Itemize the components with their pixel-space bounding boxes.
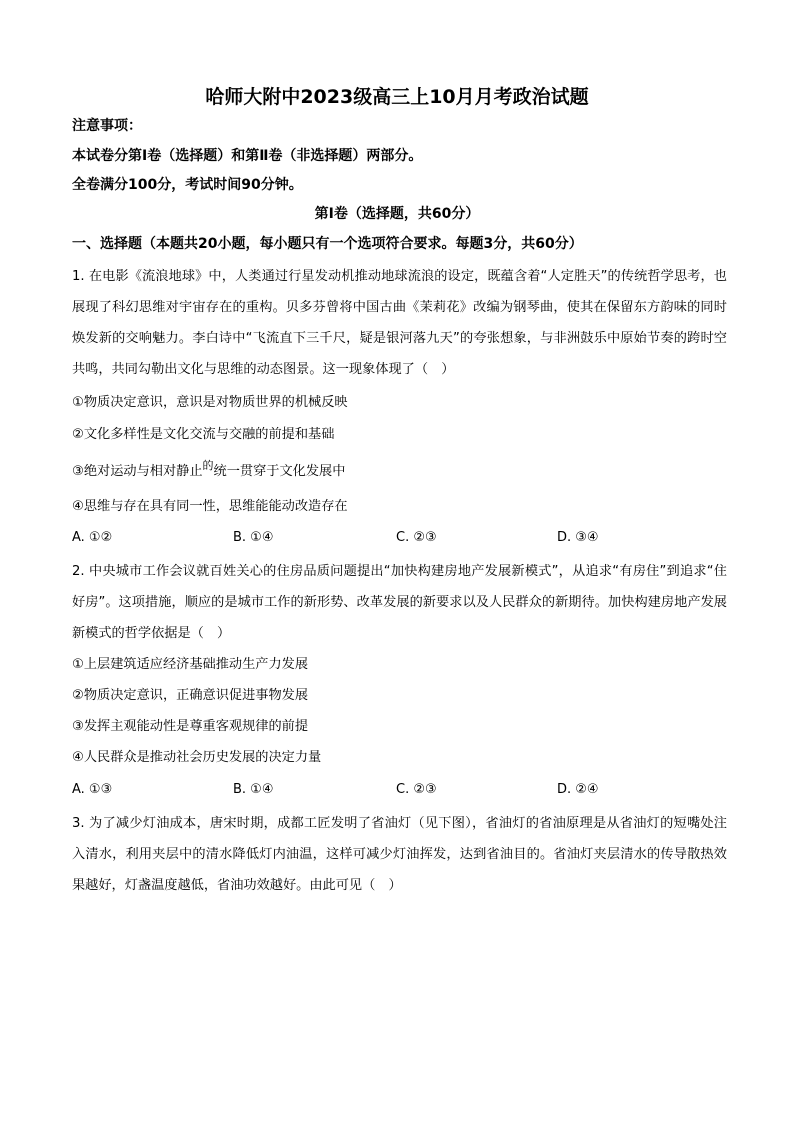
statement-3-part-a: ③绝对运动与相对静止	[72, 464, 203, 479]
notice-line-1: 本试卷分第Ⅰ卷（选择题）和第Ⅱ卷（非选择题）两部分。	[72, 148, 423, 164]
question-1-statement-2: ②文化多样性是文化交流与交融的前提和基础	[72, 427, 335, 442]
question-2-statement-3: ③发挥主观能动性是尊重客观规律的前提	[72, 719, 309, 734]
part1-title: 第Ⅰ卷（选择题，共60分）	[314, 206, 480, 222]
question-1-statement-4: ④思维与存在具有同一性，思维能能动改造存在	[72, 499, 348, 514]
question-1-option-b[interactable]: B. ①④	[233, 530, 274, 545]
notice-heading: 注意事项：	[72, 118, 142, 134]
notice-line-2: 全卷满分100分，考试时间90分钟。	[72, 177, 303, 193]
exam-title: 哈师大附中2023级高三上10月月考政治试题	[205, 86, 589, 108]
question-1-option-a[interactable]: A. ①②	[72, 530, 113, 545]
question-1-statement-3	[72, 459, 346, 482]
statement-3-superscript: 的	[202, 459, 214, 472]
question-1-option-c[interactable]: C. ②③	[396, 530, 437, 545]
question-2-statement-2: ②物质决定意识，正确意识促进事物发展	[72, 688, 309, 703]
question-1-option-d[interactable]: D. ③④	[557, 530, 599, 545]
section1-title: 一、选择题（本题共20小题，每小题只有一个选项符合要求。每题3分，共60分）	[72, 236, 583, 252]
question-2-stem: 2. 中央城市工作会议就百姓关心的住房品质问题提出“加快构建房地产发展新模式”，从追求“有房住”到追求“住好房”。这项措施，顺应的是城市工作的新形势、改革发展的新要求以及人民群众的新期待。加快构建房地产发展新模式的哲学依据是（ ）	[72, 564, 727, 641]
question-2-option-b[interactable]: B. ①④	[233, 782, 274, 797]
question-2-option-a[interactable]: A. ①③	[72, 782, 113, 797]
question-2-option-d[interactable]: D. ②④	[557, 782, 599, 797]
question-3-stem: 3. 为了减少灯油成本，唐宋时期，成都工匠发明了省油灯（见下图），省油灯的省油原理是从省油灯的短嘴处注入清水，利用夹层中的清水降低灯内油温，这样可减少灯油挥发，达到省油目的。省油灯夹层清水的传导散热效果越好，灯盏温度越低，省油功效越好。由此可见（ ）	[72, 816, 727, 893]
question-2-statement-1: ①上层建筑适应经济基础推动生产力发展	[72, 657, 309, 672]
question-2-option-c[interactable]: C. ②③	[396, 782, 437, 797]
statement-3-part-b: 统一贯穿于文化发展中	[213, 464, 346, 479]
question-1-statement-1: ①物质决定意识，意识是对物质世界的机械反映	[72, 395, 348, 410]
question-1-stem: 1. 在电影《流浪地球》中，人类通过行星发动机推动地球流浪的设定，既蕴含着“人定胜天”的传统哲学思考，也展现了科幻思维对宇宙存在的重构。贝多芬曾将中国古曲《茉莉花》改编为钢琴曲，使其在保留东方韵味的同时焕发新的交响魅力。李白诗中“飞流直下三千尺，疑是银河落九天”的夸张想象，与非洲鼓乐中原始节奏的跨时空共鸣，共同勾勒出文化与思维的动态图景。这一现象体现了（ ）	[72, 269, 727, 377]
question-2-statement-4: ④人民群众是推动社会历史发展的决定力量	[72, 750, 322, 765]
